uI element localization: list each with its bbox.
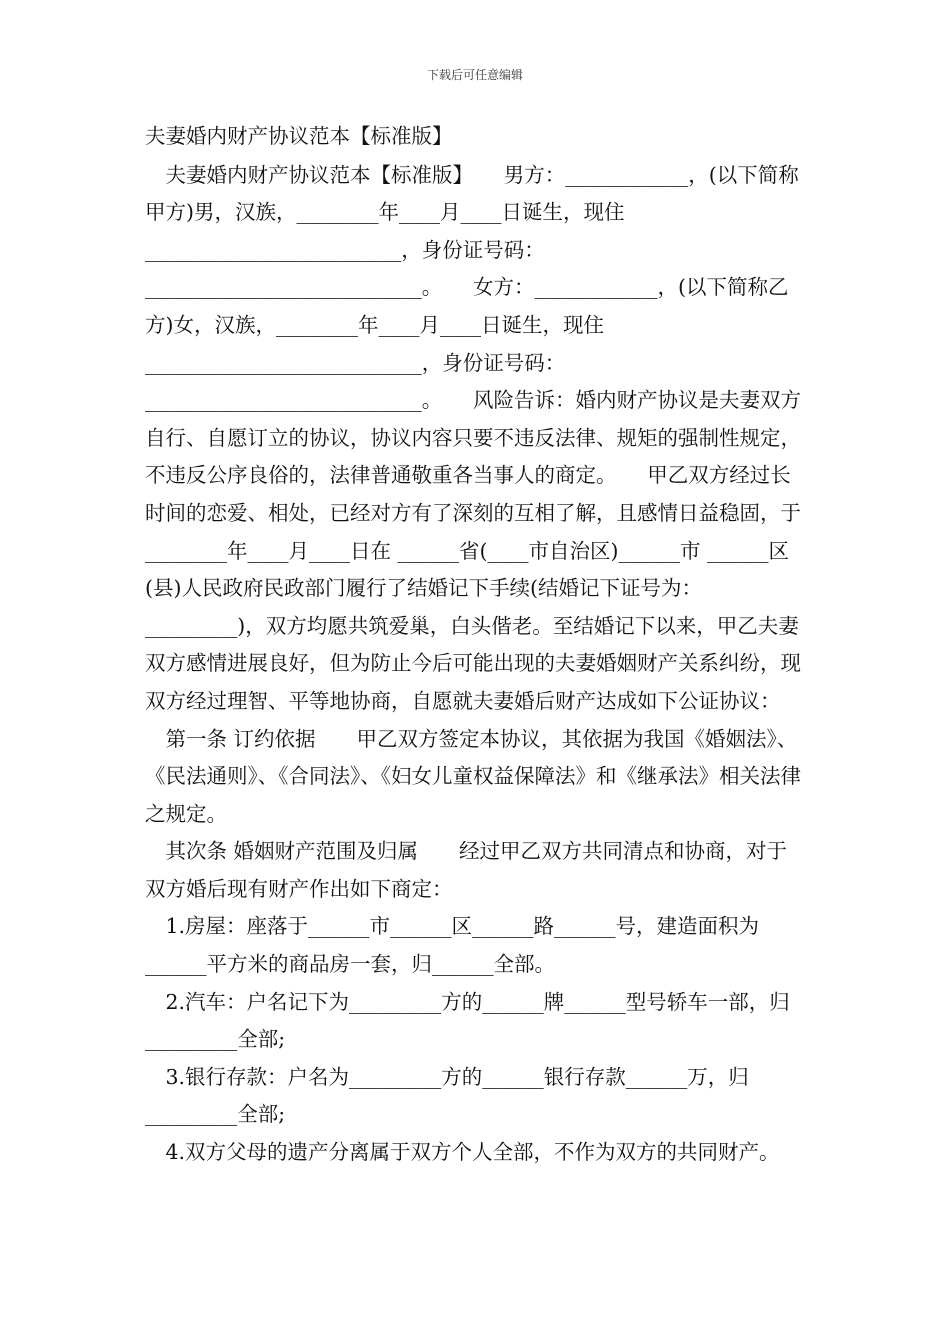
item-house-paragraph: 1.房屋：座落于______市______区______路______号，建造面积为______平方米的商品房一套，归______全部。 <box>145 914 760 977</box>
article-1-paragraph: 第一条 订约依据 甲乙双方签定本协议，其依据为我国《婚姻法》、《民法通则》、《合同法》、《妇女儿童权益保障法》和《继承法》相关法律之规定。 <box>145 726 801 826</box>
intro-paragraph: 夫妻婚内财产协议范本【标准版】 男方：____________，(以下简称甲方)男，汉族，________年____月____日诞生，现住_________________________，身份证号码：___________________________。 女方：____________，(以下简称乙方)女，汉族，________年____月____日诞生，现住___________________________，身份证号码：___________________________。 风险告诉：婚内财产协议是夫妻双方自行、自愿订立的协议，协议内容只要不违反法律、规矩的强制性规定，不违反公序良俗的，法律普通敬重各当事人的商定。 甲乙双方经过长时间的恋爱、相处，已经对方有了深刻的互相了解，且感情日益稳固，于________年____月____日在 ______省(____市自治区)______市 ______区(县)人民政府民政部门履行了结婚记下手续(结婚记下证号为：_________)，双方均愿共筑爱巢，白头偕老。至结婚记下以来，甲乙夫妻双方感情进展良好，但为防止今后可能出现的夫妻婚姻财产关系纠纷，现双方经过理智、平等地协商，自愿就夫妻婚后财产达成如下公证协议： <box>145 162 801 713</box>
document-title: 夫妻婚内财产协议范本【标准版】 <box>145 124 453 148</box>
document-body <box>145 118 807 1172</box>
page-header-note: 下载后可任意编辑 <box>426 68 523 82</box>
article-2-paragraph: 其次条 婚姻财产范围及归属 经过甲乙双方共同清点和协商，对于双方婚后现有财产作出如下商定： <box>145 839 788 901</box>
item-deposit-paragraph: 3.银行存款：户名为_________方的______银行存款______万，归_________全部; <box>145 1064 749 1127</box>
item-car-paragraph: 2.汽车：户名记下为_________方的______牌______型号轿车一部，归_________全部; <box>145 989 790 1052</box>
item-inheritance-paragraph: 4.双方父母的遗产分离属于双方个人全部，不作为双方的共同财产。 <box>145 1140 780 1165</box>
